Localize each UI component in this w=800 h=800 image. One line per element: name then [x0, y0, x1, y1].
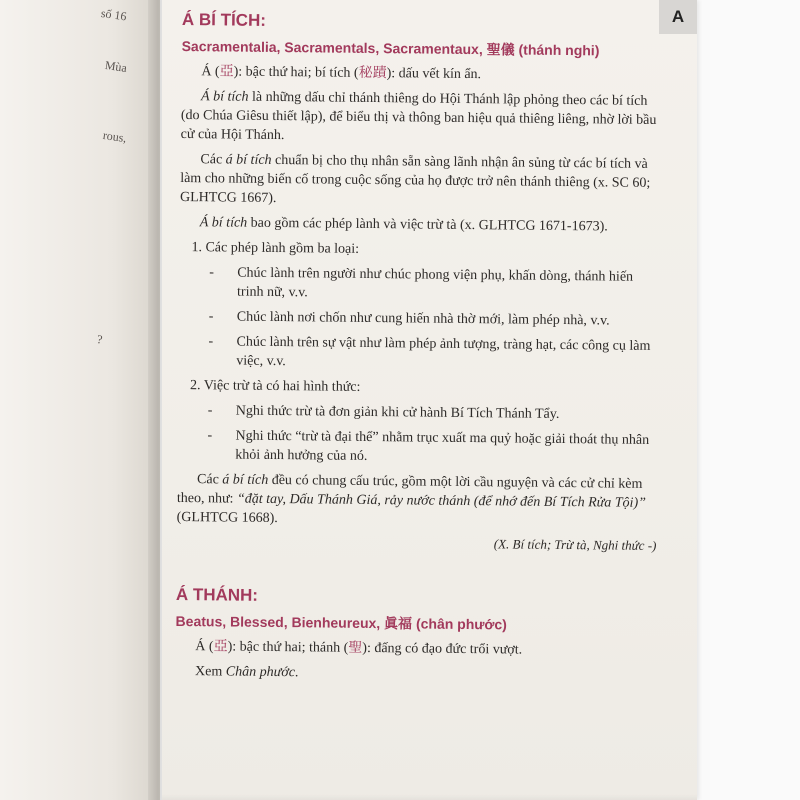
left-page-fragment: số 16 [100, 6, 128, 24]
paragraph: Á bí tích bao gồm các phép lành và việc trừ tà (x. GLHTCG 1671-1673). [199, 215, 608, 235]
list-item [178, 238, 659, 375]
entry-title: Á BÍ TÍCH: [181, 10, 267, 30]
bullet: - [208, 334, 214, 350]
left-page-fragment: rous, [102, 128, 128, 146]
list-item-label: 1. Các phép lành gồm ba loại: [191, 240, 360, 257]
bullet: - [209, 265, 214, 281]
entry-definition: Á (亞): bậc thứ hai; thánh (聖): đấng có đạo đức trổi vượt. [195, 639, 523, 658]
paragraph: Các á bí tích chuẩn bị cho thụ nhân sẵn sàng lãnh nhận ân sủng từ các bí tích và làm cho những biến cố trong cuộc sống của họ được trở nên thánh thiêng (x. SC 60; GLHTCG 1667). [179, 152, 651, 206]
numbered-list [177, 238, 659, 469]
left-page-edge [0, 0, 160, 800]
bullet: - [207, 428, 213, 444]
entry-terms: Sacramentalia, Sacramentals, Sacramentaux, 聖儀 (thánh nghi) [181, 37, 600, 59]
entry-terms: Beatus, Blessed, Bienheureux, 眞福 (chân phước) [175, 612, 507, 633]
entry-spacer [176, 549, 656, 590]
paragraph: Các á bí tích đều có chung cấu trúc, gồm một lời cầu nguyện và các cử chỉ kèm theo, như: “đặt tay, Dấu Thánh Giá, rảy nước thánh (để nhớ đến Bí Tích Rửa Tội)” (GLHTCG 1668). [176, 472, 647, 527]
sub-list-item: - Nghi thức trừ tà đơn giản khi cử hành Bí Tích Thánh Tẩy. [207, 403, 560, 422]
book-page [162, 0, 697, 800]
bullet: - [207, 403, 213, 419]
sub-list [190, 263, 659, 375]
sub-list-item: - Chúc lành nơi chốn như cung hiến nhà thờ mới, làm phép nhà, v.v. [208, 309, 610, 329]
paragraph: Á bí tích là những dấu chỉ thánh thiêng do Hội Thánh lập phỏng theo các bí tích (do Chúa Giêsu thiết lập), để biểu thị và thông ban hiệu quả thiêng liêng, nhờ lời bầu cử của Hội Thánh. [180, 89, 657, 144]
sub-list-item: - Nghi thức “trừ tà đại thể” nhằm trục xuất ma quỷ hoặc giải thoát thụ nhân khỏi ảnh hưởng của nó. [207, 428, 650, 464]
left-page-fragment: ? [96, 332, 104, 347]
page-shadow [162, 794, 697, 800]
list-item-label: 2. Việc trừ tà có hai hình thức: [189, 378, 361, 395]
background [697, 0, 800, 800]
entry-definition: Á (亞): bậc thứ hai; bí tích (秘蹟): dấu vết kín ẩn. [201, 64, 482, 83]
page-content [175, 10, 662, 692]
list-item [177, 376, 658, 469]
sub-list-item: - Chúc lành trên sự vật như làm phép ảnh tượng, tràng hạt, các công cụ làm việc, v.v. [208, 334, 651, 370]
entry-title: Á THÁNH: [175, 584, 259, 605]
left-page-fragment: Mùa [104, 58, 128, 75]
sub-list [189, 401, 658, 469]
see-also: Xem Chân phước. [194, 664, 299, 681]
sub-list-item: - Chúc lành trên người như chúc phong viện phụ, khấn dòng, thánh hiến trinh nữ, v.v. [209, 265, 634, 301]
section-tab: A [659, 0, 697, 34]
cross-reference: (X. Bí tích; Trừ tà, Nghi thức -) [493, 536, 657, 553]
bullet: - [208, 309, 214, 325]
